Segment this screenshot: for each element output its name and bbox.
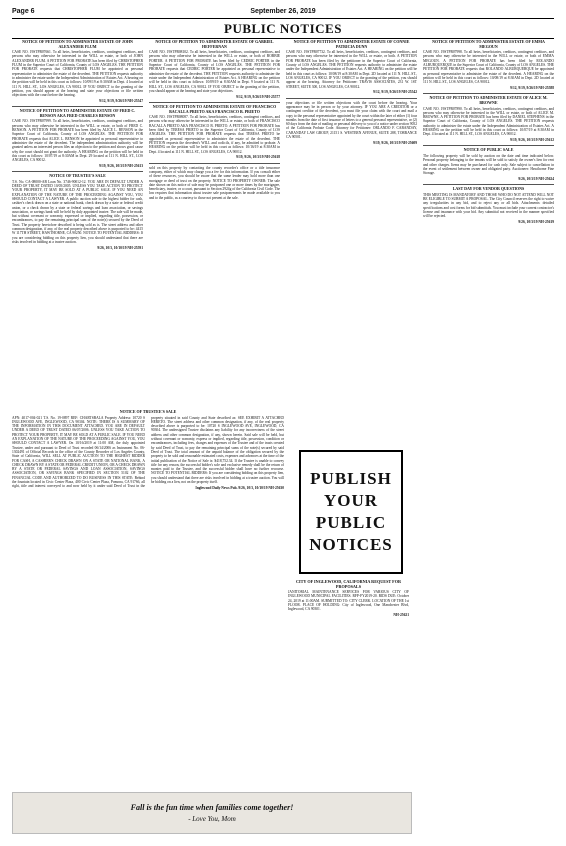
notice-columns (12, 40, 554, 840)
legal-notice (423, 148, 554, 181)
legal-notice (12, 109, 143, 168)
notice-title: NOTICE OF TRUSTEE'S SALE (49, 173, 106, 179)
family-quote-box (12, 792, 412, 834)
notice-signature: 9/19, 9/26, 10/3/19 NH-25618 (236, 155, 280, 160)
notice-body: T.S. No. CA-08000-AB Loan No. 3746-90012-12. YOU ARE IN DEFAULT UNDER A DEED OF TRUST DATED 10/05/2005. UNLESS YOU TAKE ACTION TO PROTECT YOUR PROPERTY, IT MAY BE SOLD AT A PUBLIC SALE. IF YOU NEED AN EXPLANATION OF THE NATURE OF THE PROCEEDING AGAINST YOU, YOU SHOULD CONTACT A LAWYER. A public auction sale to the highest bidder for cash, cashier's check drawn on a state or national bank, check drawn by a state or federal credit union, or a check drawn by a state or federal savings and loan association, or savings association, or savings bank will be held by duly appointed trustee. The sale will be made, but without covenant or warranty, expressed or implied, regarding title, possession, or encumbrances, to pay the remaining principal sum of the note(s) secured by the Deed of Trust. The property heretofore described is being sold as is. The street address and other common designation, if any, of the real property described above is purported to be: 4415 W 117TH STREET, HAWTHORNE, CA 90250. NOTICE TO POTENTIAL BIDDERS: If you are considering bidding on this property lien, you should understand that there are risks involved in bidding at a trustee auction. (12, 179, 143, 244)
banner-rule (12, 38, 554, 39)
column-3 (286, 40, 417, 370)
publish-notices-ad (299, 450, 403, 574)
notice-signature: NH-25621 (393, 613, 409, 618)
notice-signature: 9/26, 10/3, 10/10/19 NH-25591 (97, 245, 143, 250)
section-title: PUBLIC NOTICES (224, 21, 342, 36)
divider (149, 163, 280, 164)
divider (423, 184, 554, 185)
notice-body: CASE NO. 19STPB07998. To all heirs, beneficiaries, creditors, contingent creditors, and persons who may otherwise be interested in the WILL or estate, or both of EMMA MEGOUN. A PETITION FOR PROBATE has been filed by ROLANDO ALBURQUERQUE in the Superior Court of California, County of LOS ANGELES. THE PETITION FOR PROBATE requests that ROLANDO ALBURQUERQUE be appointed as personal representative to administer the estate of the decedent. A HEARING on the petition will be held in this court as follows: 10/08/19 at 8:30AM in Dept. 2D located at 111 N. HILL ST., LOS ANGELES, CA 90012. (423, 50, 554, 85)
column-4 (423, 40, 554, 840)
page-header (12, 6, 554, 18)
column-1 (12, 40, 143, 370)
divider (12, 106, 143, 107)
column-2 (149, 40, 280, 370)
divider (286, 98, 417, 99)
quote-attribution: - Love You, Mom (188, 815, 236, 823)
notice-body: CASE NO. 19STPB08102. To all heirs, beneficiaries, creditors, contingent creditors, and persons who may otherwise be interested in the WILL or estate, or both of BOBBIE PORTER. A PETITION FOR PROBATE has been filed by CEDRIC PORTER in the Superior Court of California, County of LOS ANGELES. THE PETITION FOR PROBATE requests that CEDRIC PORTER be appointed as personal representative to administer the estate of the decedent. THE PETITION requests authority to administer the estate under the Independent Administration of Estates Act. A HEARING on the petition will be held in this court as follows: 10/09/19 at 8:30AM in Dept. 9 located at 111 N. HILL ST., LOS ANGELES, CA 90012. IF YOU OBJECT to the granting of the petition, you should appear at the hearing and state your objections. (149, 50, 280, 93)
notice-signature: 9/19, 9/26, 10/3/19 NH-25613 (99, 163, 143, 168)
notice-title: LAST DAY FOR VENDOR QUESTIONS (452, 186, 525, 192)
notice-body: THIS MEETING IS MANDATORY AND THOSE WHO DO NOT ATTEND WILL NOT BE ELIGIBLE TO SUBMIT A PROPOSAL. The City Council reserves the right to waive any irregularities in any bid, and to reject any or all bids. Attachments: detailed specifications and cost forms for bid submittals. You must include your current contractor's license and insurance with your bid. Any submittal not received in the manner specified will be rejected. (423, 192, 554, 219)
notice-body: JANITORIAL MAINTENANCE SERVICES FOR VARIOUS CITY OF INGLEWOOD MUNICIPAL FACILITIES. RFP-FY2019-20. BIDS DUE: October 24, 2019 at 11:00AM. SUBMITTED TO: CITY CLERK. LOCATION OF THE 1st FLOOR. PLACE OF HOLDING: City of Inglewood, One Manchester Blvd, Inglewood, CA 90301. (288, 590, 409, 612)
notice-body: The following property will be sold by auction on the date and time indicated below. Personal property belonging to the tenants will be sold to satisfy the owner's lien for rent and other charges. Items may be purchased for cash only. Sale subject to cancellation in the event of settlement between owner and obligated party. Auctioneer: Hawthorne Fine Storage. (423, 154, 554, 176)
ad-word: PUBLISH (310, 469, 392, 488)
legal-notice (286, 40, 417, 95)
notice-title: NOTICE OF PETITION TO ADMINISTER ESTATE OF FRANCISCO BACALLA PRIETO AKA FRANCISCO B. PRIETO (152, 103, 277, 114)
notice-body: APN: 4017-004-021 T.S. No. 19-0897 REF: CHARTSBALA Property Address: 10720 S INGLEWOOD AVE, INGLEWOOD, CA 90304. NOTE: THERE IS A SUMMARY OF THE INFORMATION IN THIS DOCUMENT ATTACHED. YOU ARE IN DEFAULT UNDER A DEED OF TRUST DATED 06/07/2006. UNLESS YOU TAKE ACTION TO PROTECT YOUR PROPERTY, IT MAY BE SOLD AT A PUBLIC SALE. IF YOU NEED AN EXPLANATION OF THE NATURE OF THE PROCEEDING AGAINST YOU, YOU SHOULD CONTACT A LAWYER. On 10/16/2019 at 11:00 AM, the duly appointed Trustee, under and pursuant to Deed of Trust recorded 06/14/2006 as Instrument No. 06-1302491 of Official Records in the office of the County Recorder of Los Angeles County, State of California, WILL SELL AT PUBLIC AUCTION TO THE HIGHEST BIDDER FOR CASH, A CASHIER'S CHECK DRAWN ON A STATE OR NATIONAL BANK, A CHECK DRAWN BY A STATE OR FEDERAL CREDIT UNION, OR A CHECK DRAWN BY A STATE OR FEDERAL SAVINGS AND LOAN ASSOCIATION, SAVINGS ASSOCIATION, OR SAVINGS BANK SPECIFIED IN SECTION 5102 OF THE FINANCIAL CODE AND AUTHORIZED TO DO BUSINESS IN THIS STATE: Behind the fountain located in Civic Center Plaza, 400 Civic Center Plaza, Pomona, CA 91766, all right, title and interest conveyed to and now held by it under said Deed of Trust in the property situated in said County and State described as: SEE EXHIBIT A ATTACHED HERETO. The street address and other common designation, if any, of the real property described above is purported to be: 10720 S INGLEWOOD AVE, INGLEWOOD, CA 90304. The undersigned Trustee disclaims any liability for any incorrectness of the street address and other common designation, if any, shown herein. Said sale will be held, but without covenant or warranty, express or implied, regarding title, possession, condition or encumbrances, including fees, charges and expenses of the Trustee and of the trusts created by said Deed of Trust, to pay the remaining principal sums of the note(s) secured by said Deed of Trust. The total amount of the unpaid balance of the obligation secured by the property to be sold and reasonable estimated costs, expenses and advances at the time of the initial publication of the Notice of Sale is: $418,752.34. If the Trustee is unable to convey title for any reason, the successful bidder's sole and exclusive remedy shall be the return of monies paid to the Trustee, and the successful bidder shall have no further recourse. NOTICE TO POTENTIAL BIDDERS: If you are considering bidding on this property lien, you should understand that there are risks involved in bidding at a trustee auction. You will be bidding on a lien, not on the property itself. (12, 415, 284, 489)
city-notice (288, 580, 409, 620)
page-number: Page 6 (12, 8, 35, 15)
legal-notice (149, 166, 280, 200)
notice-title: NOTICE OF PETITION TO ADMINISTER ESTATE OF CONNIE PATRICIA DUNN (293, 40, 410, 49)
quote-text: Fall is the fun time when families come together! (130, 803, 294, 812)
notice-body: sold on this property by contacting the county recorder's office or a title insurance company, either of which may charge you a fee for this information. If you consult either of these resources, you should be aware that the same lender may hold more than one mortgage or deed of trust on the property. NOTICE TO PROPERTY OWNER: The sale date shown on this notice of sale may be postponed one or more times by the mortgagee, beneficiary, trustee, or a court, pursuant to Section 2924g of the California Civil Code. The law requires that information about trustee sale postponements be made available to you and to the public, as a courtesy to those not present at the sale. (149, 165, 280, 200)
notice-body: CASE NO. 19STPB07999. To all heirs, beneficiaries, creditors, contingent creditors, and persons who may otherwise be interested in the WILL or estate, or both of FRED C. BENSON. A PETITION FOR PROBATE has been filed by ALICE L. BENSON in the Superior Court of California, County of LOS ANGELES. THE PETITION FOR PROBATE requests that ALICE L. BENSON be appointed as personal representative to administer the estate of the decedent. The independent administration authority will be granted unless an interested person files an objection to the petition and shows good cause why the court should not grant the authority. A HEARING on the petition will be held in this court as follows: 10/07/19 at 8:30AM in Dept. 29 located at 111 N. HILL ST., LOS ANGELES, CA 90012. (12, 119, 143, 163)
trustee-sale-notice (12, 410, 284, 818)
notice-body: your objections or file written objections with the court before the hearing. Your appearance may be in person or by your attorney. IF YOU ARE A CREDITOR or a contingent creditor of the decedent, you must file your claim with the court and mail a copy to the personal representative appointed by the court within the later of either (1) four months from the date of first issuance of letters to a general personal representative, or (2) 60 days from the date of mailing or personal delivery to you of a notice under section 9052 of the California Probate Code. Attorney for Petitioner: ORLANDO F. CABANDAY, CABANDAY LAW GROUP, 21151 S. WESTERN AVENUE, SUITE 288, TORRANCE CA 90501. (286, 100, 417, 140)
notice-signature: Inglewood Daily News Pub. 9/26, 10/3, 10/10/19 NH-25630 (195, 485, 284, 490)
newspaper-page (12, 6, 554, 840)
divider (423, 145, 554, 146)
ad-word: YOUR (323, 491, 379, 510)
legal-notice (12, 40, 143, 103)
legal-notice (423, 187, 554, 224)
divider (12, 171, 143, 172)
notice-body: CASE NO. 19STPB07732. To all heirs, beneficiaries, creditors, contingent creditors, and persons who may otherwise be interested in the WILL or estate, or both. A PETITION FOR PROBATE has been filed by the petitioner in the Superior Court of California, County of LOS ANGELES. THE PETITION requests authority to administer the estate under the Independent Administration of Estates Act. A HEARING on the petition will be held in this court as follows: 10/08/19 at 8:30AM in Dept. 2D located at 111 N. HILL ST., LOS ANGELES, CA 90012. IF YOU OBJECT to the granting of the petition, you should appear at the hearing. Attorney for Petitioner: TRAVIS ASSOCIATES, 231 W. 1ST STREET, SUITE 300, LOS ANGELES, CA 90012. (286, 50, 417, 89)
legal-notice (423, 96, 554, 142)
notice-signature: 9/19, 9/26, 10/3/19 NH-25609 (373, 140, 417, 145)
notice-body: CASE NO. 19STPB07890. To all heirs, beneficiaries, creditors, contingent creditors, and persons who may otherwise be interested in the WILL or estate, or both of ALICE M. BROWNE. A PETITION FOR PROBATE has been filed by DANIEL STEPHENS in the Superior Court of California, County of LOS ANGELES. THE PETITION requests authority to administer the estate under the Independent Administration of Estates Act. A HEARING on the petition will be held in this court as follows: 10/07/19 at 8:30AM in Dept. 4 located at 111 N. HILL ST., LOS ANGELES, CA 90012. (423, 106, 554, 137)
notice-title: NOTICE OF TRUSTEE'S SALE (119, 410, 177, 414)
legal-notice (12, 410, 284, 490)
notice-title: NOTICE OF PETITION TO ADMINISTER ESTATE OF JOHN ALEXANDER FLUM (22, 40, 133, 49)
divider (423, 93, 554, 94)
legal-notice (423, 40, 554, 90)
notice-signature: 9/12, 9/19, 9/26/19 NH-25588 (510, 86, 554, 91)
notice-signature: 9/26, 10/3/19 NH-25624 (518, 177, 554, 181)
legal-notice (286, 101, 417, 145)
notice-title: NOTICE OF PETITION TO ADMINISTER ESTATE OF ALICE M. BROWNE (429, 95, 548, 105)
notice-title: NOTICE OF PETITION TO ADMINISTER ESTATE OF EMMA MEGOUN (432, 40, 545, 49)
notice-signature: 9/26, 10/3/19 NH-25619 (518, 220, 554, 225)
divider (149, 102, 280, 103)
issue-date: September 26, 2019 (250, 8, 316, 15)
legal-notice (12, 174, 143, 250)
notice-title: NOTICE OF PETITION TO ADMINISTER ESTATE OF FRED C. BENSON AKA FRED CHARLES BENSON (19, 108, 136, 118)
ad-word: NOTICES (309, 535, 393, 554)
notice-title: NOTICE OF PETITION TO ADMINISTER ESTATE OF GABRIEL HEFFERNAN (155, 40, 274, 49)
ad-word: PUBLIC (315, 513, 387, 532)
notice-title: NOTICE OF PUBLIC SALE (463, 147, 514, 153)
notice-body: CASE NO. 19STPB08087. To all heirs, beneficiaries, creditors, contingent creditors, and persons who may otherwise be interested in the WILL or estate, or both of FRANCISCO BACALLA PRIETO AKA FRANCISCO B. PRIETO. A PETITION FOR PROBATE has been filed by TERESA PRIETO in the Superior Court of California, County of LOS ANGELES. THE PETITION FOR PROBATE requests that TERESA PRIETO be appointed as personal representative to administer the estate of the decedent. THE PETITION requests the decedent's WILL and codicils, if any, be admitted to probate. A HEARING on the petition will be held in this court as follows: 10/16/19 at 8:30AM in Dept. 4 located at 111 N. HILL ST., LOS ANGELES, CA 90012. (149, 115, 280, 154)
notice-signature: 9/12, 9/19, 9/26/19 NH-25547 (99, 98, 143, 103)
notice-signature: 9/12, 9/19, 9/26/19 NH-25542 (373, 90, 417, 95)
notice-body: CASE NO. 19STPB07661. To all heirs, beneficiaries, creditors, contingent creditors, and persons who may otherwise be interested in the WILL or estate, or both of JOHN ALEXANDER FLUM. A PETITION FOR PROBATE has been filed by CHRISTOPHER FLUM in the Superior Court of California, County of LOS ANGELES. THE PETITION FOR PROBATE requests that CHRISTOPHER FLUM be appointed as personal representative to administer the estate of the decedent. THE PETITION requests authority to administer the estate under the Independent Administration of Estates Act. A hearing on the petition will be held in this court as follows: 10/09/19 at 8:30AM in Dept. 4 located at 111 N. HILL ST., LOS ANGELES, CA 90012. IF YOU OBJECT to the granting of the petition, you should appear at the hearing and state your objections or file written objections with the court before the hearing. (12, 50, 143, 98)
legal-notice (288, 580, 409, 617)
legal-notice (149, 40, 280, 99)
notice-signature: 9/12, 9/19, 9/26/19 NH-25577 (236, 94, 280, 99)
notice-title: CITY OF INGLEWOOD, CALIFORNIA REQUEST FOR PROPOSALS (295, 579, 401, 589)
notice-signature: 9/19, 9/26, 10/3/19 NH-25612 (510, 138, 554, 143)
legal-notice (149, 105, 280, 160)
